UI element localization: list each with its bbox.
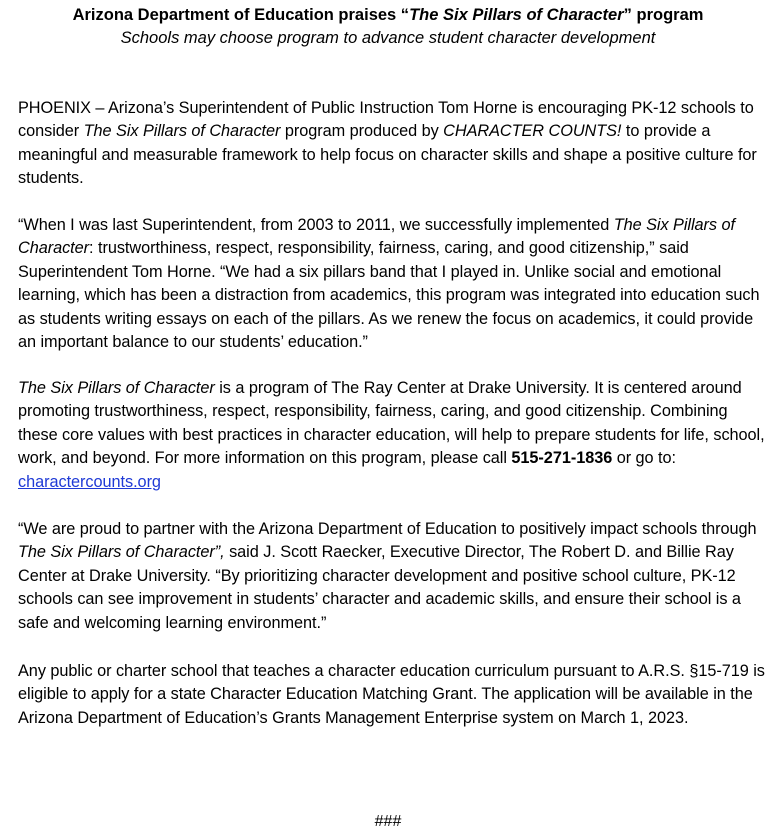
headline-part2: ” program bbox=[623, 6, 704, 24]
p5-text-1: Any public or charter school that teaches a character education curriculum pursuant to A.R.S. §15-719 is eligible to apply for a state Character Education Matching Grant. The application will be available in the Arizona Department of Education’s Grants Management Enterprise system on March 1, 2023. bbox=[18, 662, 765, 727]
paragraph-intro bbox=[18, 97, 770, 191]
p3-program-name: The Six Pillars of Character bbox=[18, 379, 215, 397]
p4-text-1: “We are proud to partner with the Arizona Department of Education to positively impact schools through bbox=[18, 520, 757, 538]
p4-text-2: said J. Scott Raecker, Executive Director, The Robert D. and Billie Ray Center at Drake University. “By prioritizing character development and positive school culture, PK-12 schools can see improvement in students’ character and academic skills, and ensure their school is a safe and welcoming learning environment.” bbox=[18, 543, 741, 632]
p2-text-1: “When I was last Superintendent, from 2003 to 2011, we successfully implemented bbox=[18, 216, 614, 234]
paragraph-superintendent-quote bbox=[18, 214, 770, 354]
p4-program-name: The Six Pillars of Character”, bbox=[18, 543, 225, 562]
paragraph-partner-quote bbox=[18, 518, 770, 635]
headline-part1: Arizona Department of Education praises “ bbox=[72, 6, 410, 24]
p1-text-1: PHOENIX – Arizona’s Superintendent of Public Instruction Tom Horne is encouraging PK-12 schools to consider bbox=[18, 99, 754, 141]
paragraph-program-info bbox=[18, 377, 770, 494]
p1-program-name: The Six Pillars of Character bbox=[83, 122, 281, 141]
p1-org-name: CHARACTER COUNTS! bbox=[443, 122, 622, 141]
p1-text-2: program produced by bbox=[280, 122, 444, 141]
p2-text-2: : trustworthiness, respect, responsibility, fairness, caring, and good citizenship,” said Superintendent Tom Horne. “We had a six pillars band that I played in. Unlike social and emotional learning, which has been a distraction from academics, this program was integrated into education such as students writing essays on each of the pillars. As we renew the focus on academics, it could provide an important balance to our students’ education.” bbox=[18, 239, 760, 352]
headline-program-name: The Six Pillars of Character bbox=[409, 6, 624, 24]
p3-text-2: or go to: bbox=[612, 449, 676, 468]
end-mark: ### bbox=[374, 813, 402, 830]
charactercounts-link[interactable]: charactercounts.org bbox=[18, 472, 161, 491]
p2-program-name: The Six Pillars of Character bbox=[18, 216, 735, 258]
p1-text-3: to provide a meaningful and measurable framework to help focus on character skills and shape a positive culture for students. bbox=[18, 122, 757, 188]
headline bbox=[0, 4, 776, 27]
paragraph-grant-info bbox=[18, 660, 770, 730]
p3-text-1: is a program of The Ray Center at Drake University. It is centered around promoting trustworthiness, respect, responsibility, fairness, caring, and good citizenship. Combining these core values with best practices in character education, will help to prepare students for life, school, work, and beyond. For more information on this program, please call bbox=[18, 379, 765, 468]
phone-number: 515-271-1836 bbox=[511, 449, 613, 468]
subheadline: Schools may choose program to advance student character development bbox=[120, 29, 656, 47]
press-release-header bbox=[0, 4, 776, 50]
